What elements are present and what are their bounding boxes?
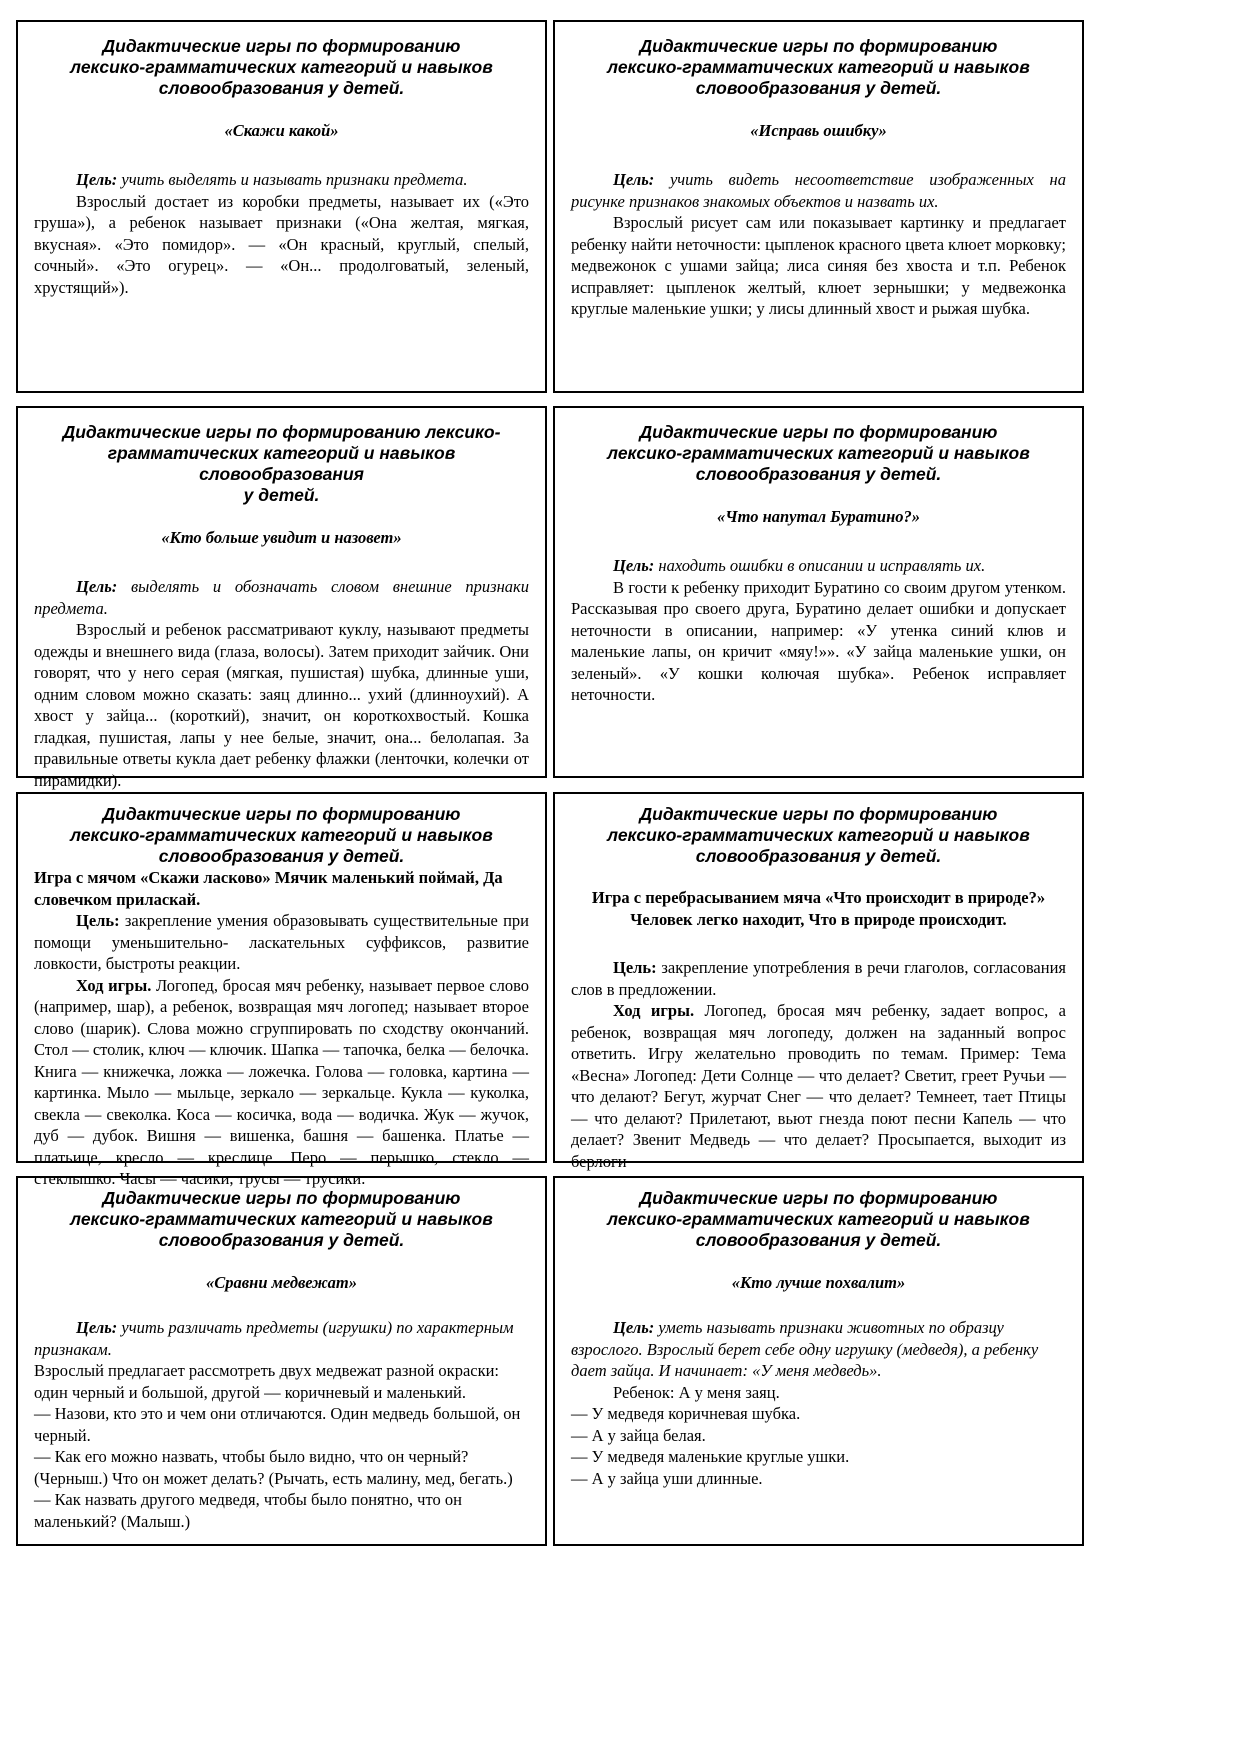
card-isprav-oshibku xyxy=(553,20,1084,393)
game-description: В гости к ребенку приходит Буратино со своим другом утенком. Рассказывая про своего друга, Буратино делает ошибки и допускает неточности в описании, например: «У утенка синий клюв и маленькие лапы, он кричит «мяу!»». «У зайца маленькие ушки, он зеленый». «У кошки колючая шубка». Ребенок исправляет неточности. xyxy=(571,577,1066,704)
game-goal: Цель: выделять и обозначать словом внешние признаки предмета. xyxy=(34,577,529,618)
card-header: Дидактические игры по формированию лексико-грамматических категорий и навыков словообразования у детей. xyxy=(607,36,1030,98)
dialog-line: — Как его можно назвать, чтобы было видно, что он черный? (Черныш.) Что он может делать? (Рычать, есть малину, мед, бегать.) xyxy=(34,1447,513,1488)
game-description: Ход игры. Логопед, бросая мяч ребенку, называет первое слово (например, шар), а ребенок, возвращая мяч логопед; называет второе слово (шарик). Слова можно сгруппировать по сходству окончаний. Стол — столик, ключ — ключик. Шапка — тапочка, белка — белочка. Книга — книжечка, ложка — ложечка. Голова — головка, картина — картинка. Мыло — мыльце, зеркало — зеркальце. Кукла — куколка, свекла — свеколка. Коса — косичка, вода — водичка. Жук — жучок, дуб — дубок. Вишня — вишенка, башня — башенка. Платье — платьице, кресло — креслице. Перо — перышко, стекло — стеклышко. Часы — часики, трусы — трусики. xyxy=(34,975,530,1188)
card-header: Дидактические игры по формированию лексико-грамматических категорий и навыков словообразования у детей. xyxy=(607,804,1030,866)
dialog-line: — А у зайца уши длинные. xyxy=(571,1468,763,1488)
game-title: «Скажи какой» xyxy=(224,121,339,140)
game-description: Взрослый рисует сам или показывает картинку и предлагает ребенку найти неточности: цыпленок красного цвета клюет морковку; медвежонок с ушами зайца; лиса синяя без хвоста и т.п. Ребенок исправляет: цыпленок желтый, клюет зернышки; у медвежонка круглые маленькие ушки; у лисы длинный хвост и рыжая шубка. xyxy=(571,213,1066,318)
game-goal: Цель: уметь называть признаки животных по образцу взрослого. Взрослый берет себе одну игрушку (медведя), а ребенку дает зайца. И начинает: «У меня медведь». xyxy=(571,1318,1039,1380)
dialog-line: Ребенок: А у меня заяц. xyxy=(613,1382,780,1402)
game-title: Игра с перебрасыванием мяча «Что происходит в природе?» Человек легко находит, Что в природе происходит. xyxy=(591,888,1046,929)
game-goal: Цель: учить различать предметы (игрушки) по характерным признакам. xyxy=(34,1318,514,1359)
card-header: Дидактические игры по формированию лексико- грамматических категорий и навыков словообразования у детей. xyxy=(62,422,501,505)
game-title: «Кто лучше похвалит» xyxy=(731,1273,906,1292)
card-skazhi-kakoy xyxy=(16,20,547,393)
game-description: Взрослый и ребенок рассматривают куклу, называют предметы одежды и внешнего вида (глаза, волосы). Затем приходит зайчик. Они говорят, что у него серая (мягкая, пушистая) шубка, длинные уши, одним словом можно сказать: заяц длинно... ухий (длинноухий). А хвост у зайца... (короткий), значит, он короткохвостый. Кошка гладкая, пушистая, лапы у нее белые, значит, она... белолапая. За правильные ответы кукла дает ребенку флажки (ленточки, колечки от пирамидки). xyxy=(34,620,529,790)
game-title: Игра с мячом «Скажи ласково» Мячик маленький поймай, Да словечком приласкай. xyxy=(34,868,503,909)
game-goal: Цель: учить выделять и называть признаки предмета. xyxy=(76,170,468,189)
game-title: «Сравни медвежат» xyxy=(206,1273,357,1292)
card-kto-luchshe-pohvalit xyxy=(553,1176,1084,1546)
game-description: Взрослый достает из коробки предметы, называет их («Это груша»), а ребенок называет признаки («Она желтая, мягкая, вкусная». «Это помидор». — «Он красный, круглый, спелый, сочный». «Это огурец». — «Он... продолговатый, зеленый, хрустящий»). xyxy=(34,191,529,297)
game-title: «Кто больше увидит и назовет» xyxy=(161,528,402,547)
game-goal: Цель: закрепление употребления в речи глаголов, согласования слов в предложении. xyxy=(571,958,1066,999)
game-title: «Исправь ошибку» xyxy=(750,121,887,140)
game-goal: Цель: учить видеть несоответствие изображенных на рисунке признаков знакомых объектов и назвать их. xyxy=(571,170,1066,211)
card-kto-bolshe-uvidit xyxy=(16,406,547,790)
game-title: «Что напутал Буратино?» xyxy=(717,507,920,526)
card-chto-naputal-buratino xyxy=(553,406,1084,778)
game-goal: Цель: находить ошибки в описании и исправлять их. xyxy=(613,556,986,575)
card-sravni-medvezhat xyxy=(16,1176,547,1546)
dialog-line: — Как назвать другого медведя, чтобы было понятно, что он маленький? (Малыш.) xyxy=(34,1490,462,1531)
dialog-line: — У медведя коричневая шубка. xyxy=(571,1404,801,1423)
game-description: Ход игры. Логопед, бросая мяч ребенку, задает вопрос, а ребенок, возвращая мяч логопеду, должен на заданный вопрос ответить. Игру желательно проводить по темам. Пример: Тема «Весна» Логопед: Дети Солнце — что делает? Светит, греет Ручьи — что делают? Бегут, журчат Снег — что делает? Темнеет, тает Птицы — что делают? Прилетают, вьют гнезда поют песни Капель — что делает? Звенит Медведь — что делает? Просыпается, выходит из берлоги xyxy=(571,1001,1066,1171)
card-header: Дидактические игры по формированию лексико-грамматических категорий и навыков словообразования у детей. xyxy=(607,1188,1030,1250)
card-header: Дидактические игры по формированию лексико-грамматических категорий и навыков словообразования у детей. xyxy=(607,422,1030,484)
dialog-line: — У медведя маленькие круглые ушки. xyxy=(571,1447,850,1466)
game-goal: Цель: закрепление умения образовывать существительные при помощи уменьшительно- ласкательных суффиксов, развитие ловкости, быстроты реакции. xyxy=(34,911,529,973)
card-header: Дидактические игры по формированию лексико-грамматических категорий и навыков словообразования у детей. xyxy=(70,36,493,98)
card-header: Дидактические игры по формированию лексико-грамматических категорий и навыков словообразования у детей. xyxy=(70,804,493,866)
dialog-line: — А у зайца белая. xyxy=(571,1425,706,1445)
card-chto-proishodit-v-prirode xyxy=(553,792,1084,1171)
card-header: Дидактические игры по формированию лексико-грамматических категорий и навыков словообразования у детей. xyxy=(70,1188,493,1250)
dialog-line: — Назови, кто это и чем они отличаются. Один медведь большой, он черный. xyxy=(34,1404,521,1445)
card-skazhi-laskovo xyxy=(16,792,547,1188)
dialog-line: Взрослый предлагает рассмотреть двух медвежат разной окраски: один черный и большой, другой — коричневый и маленький. xyxy=(34,1361,500,1402)
